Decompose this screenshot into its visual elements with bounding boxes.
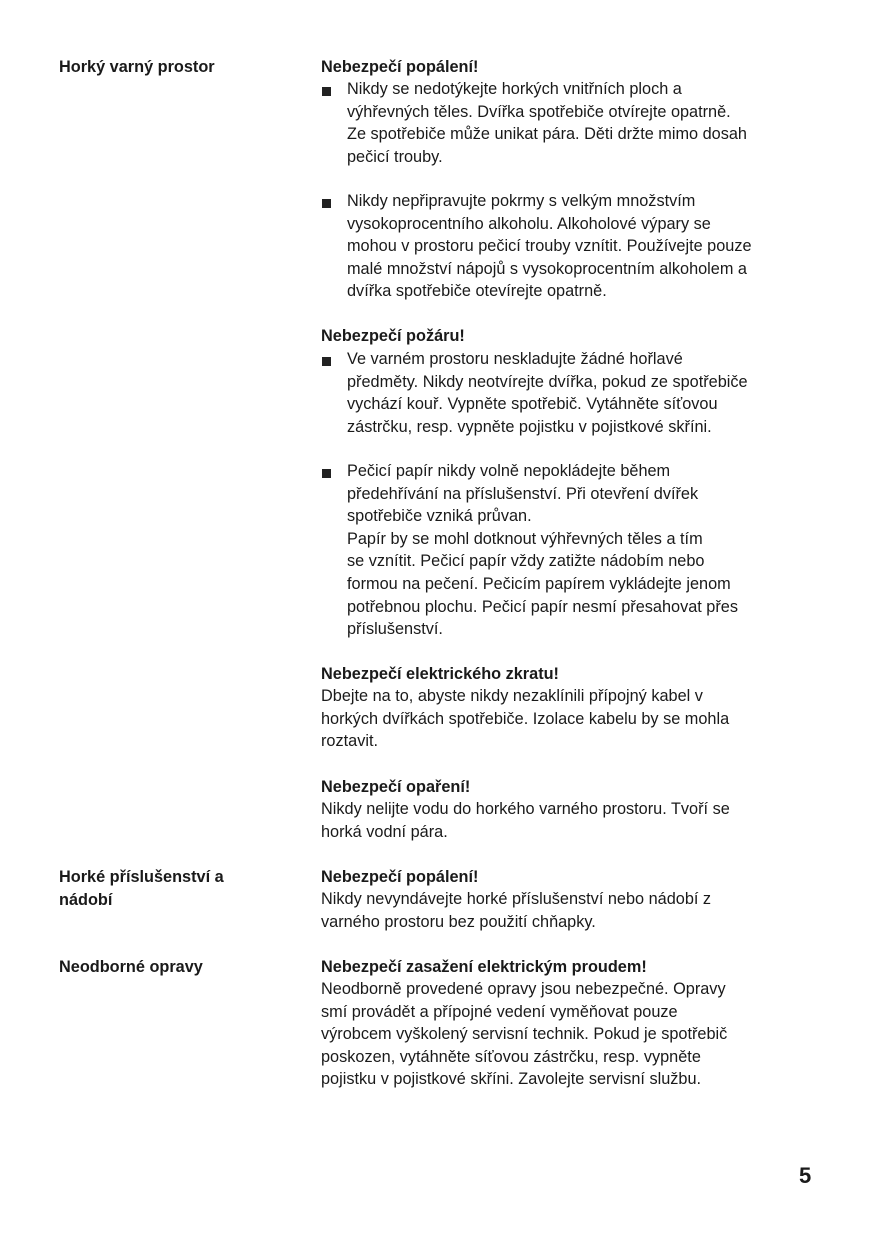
warning-text: Nikdy nevyndávejte horké příslušenství nebo nádobí z varného prostoru bez použití chňapky.: [321, 890, 712, 931]
warning-text: Neodborně provedené opravy jsou nebezpečné. Opravy smí provádět a přípojné vedení vyměňovat pouze výrobcem vyškolený servisní technik. Pokud je spotřebič poskozen, vytáhněte síťovou zástrčku, resp. vypněte pojistku v pojistkové skříni. Zavolejte servisní službu.: [321, 980, 728, 1089]
warning-heading-short-circuit: Nebezpečí elektrického zkratu!: [321, 665, 559, 683]
warning-text: Dbejte na to, abyste nikdy nezaklínili přípojný kabel v horkých dvířkách spotřebiče. Izolace kabelu by se mohla roztavit.: [321, 687, 730, 751]
warning-heading-scald: Nebezpečí opaření!: [321, 778, 471, 796]
warning-heading-burn: Nebezpečí popálení!: [321, 868, 479, 886]
bullet-icon: [322, 469, 331, 478]
bullet-icon: [322, 357, 331, 366]
warning-text: Nikdy nelijte vodu do horkého varného prostoru. Tvoří se horká vodní pára.: [321, 800, 730, 841]
bullet-text: Pečicí papír nikdy volně nepokládejte během předehřívání na příslušenství. Při otevření dvířek spotřebiče vzniká průvan. Papír by se mohl dotknout výhřevných těles a tím se vznítit. Pečicí papír vždy zatižte nádobím nebo formou na pečení. Pečicím papírem vykládejte jenom potřebnou plochu. Pečicí papír nesmí přesahovat přes příslušenství.: [347, 462, 738, 639]
section-label-repairs: Neodborné opravy: [59, 958, 203, 976]
page-number: 5: [799, 1163, 812, 1188]
warning-heading-electric-shock: Nebezpečí zasažení elektrickým proudem!: [321, 958, 647, 976]
warning-heading-burn: Nebezpečí popálení!: [321, 58, 479, 76]
bullet-text: Nikdy nepřipravujte pokrmy s velkým množstvím vysokoprocentního alkoholu. Alkoholové výpary se mohou v prostoru pečicí trouby vznítit. Používejte pouze malé množství nápojů s vysokoprocentním alkoholem a dvířka spotřebiče otevírejte opatrně.: [347, 192, 752, 301]
bullet-icon: [322, 87, 331, 96]
bullet-text: Ve varném prostoru neskladujte žádné hořlavé předměty. Nikdy neotvírejte dvířka, pokud ze spotřebiče vychází kouř. Vypněte spotřebič. Vytáhněte síťovou zástrčku, resp. vypněte pojistku v pojistkové skříni.: [347, 350, 748, 436]
bullet-icon: [322, 199, 331, 208]
section-label-hot-accessories: Horké příslušenství a nádobí: [59, 868, 224, 909]
warning-heading-fire: Nebezpečí požáru!: [321, 327, 465, 345]
bullet-text: Nikdy se nedotýkejte horkých vnitřních ploch a výhřevných těles. Dvířka spotřebiče otvírejte opatrně. Ze spotřebiče může unikat pára. Děti držte mimo dosah pečicí trouby.: [347, 80, 747, 166]
section-label-hot-oven: Horký varný prostor: [59, 58, 215, 76]
